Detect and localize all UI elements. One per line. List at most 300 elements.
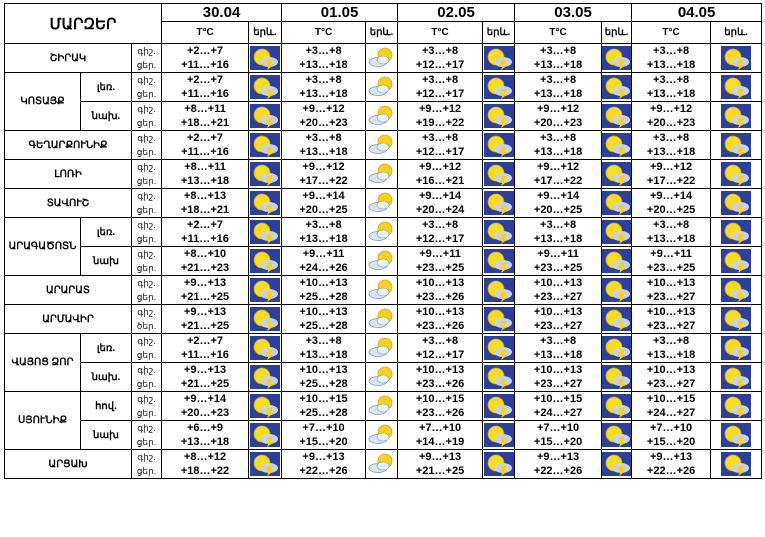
table-row	[5, 131, 762, 160]
night-temp: +2…+7	[186, 219, 224, 231]
night-temp: +9…+12	[302, 103, 345, 115]
weather-cell	[366, 102, 398, 131]
night-label: գիշ.	[137, 452, 156, 462]
day-temp: +25…+28	[299, 378, 348, 390]
subregion-label: նախ.	[81, 102, 132, 131]
temp-cell	[162, 73, 249, 102]
table-row	[5, 44, 762, 73]
day-label: ցեր.	[136, 292, 157, 302]
day-temp: +25…+28	[299, 291, 348, 303]
day-temp: +23…+26	[415, 407, 465, 419]
day-temp: +12…+17	[415, 59, 465, 71]
weather-cell	[483, 218, 515, 247]
temp-cell	[398, 421, 483, 450]
weather-cell	[366, 44, 398, 73]
night-temp: +7…+10	[649, 422, 693, 434]
night-temp: +3…+8	[305, 219, 342, 231]
region-name: ՎԱՅՈՑ ՁՈՐ	[5, 334, 81, 392]
temp-cell	[632, 189, 711, 218]
sun-storm-icon	[602, 278, 632, 302]
sun-storm-icon	[484, 191, 514, 215]
night-temp: +3…+8	[305, 132, 342, 144]
weather-cell	[711, 189, 762, 218]
sun-storm-icon	[602, 191, 632, 215]
temp-cell	[282, 421, 366, 450]
night-temp: +3…+8	[422, 335, 459, 347]
day-temp: +20…+23	[533, 117, 583, 129]
day-temp: +22…+26	[533, 465, 583, 477]
sun-storm-icon	[250, 191, 280, 215]
day-temp: +22…+26	[299, 465, 348, 477]
temp-cell	[398, 450, 483, 479]
weather-cell	[483, 276, 515, 305]
weather-cell	[711, 305, 762, 334]
weather-cell	[366, 247, 398, 276]
sun-storm-icon	[602, 423, 632, 447]
time-labels	[132, 305, 162, 334]
day-temp: +25…+28	[299, 320, 348, 332]
day-temp: +23…+27	[646, 378, 696, 390]
day-temp: +13…+18	[299, 349, 348, 361]
sun-cloud-icon	[367, 162, 397, 186]
night-temp: +3…+8	[540, 132, 577, 144]
temp-col-header: T°C	[398, 22, 483, 44]
day-temp: +21…+25	[415, 465, 465, 477]
temp-cell	[398, 247, 483, 276]
temp-cell	[515, 363, 602, 392]
day-label: ցեր.	[136, 437, 157, 447]
sun-storm-icon	[721, 162, 751, 186]
region-name: ԱՐԱԳԱԾՈՏՆ	[5, 218, 81, 276]
weather-cell	[711, 44, 762, 73]
temp-cell	[515, 218, 602, 247]
day-label: ծեր.	[136, 321, 157, 331]
time-labels	[132, 73, 162, 102]
night-temp: +9…+14	[418, 190, 462, 202]
day-temp: +12…+17	[415, 233, 465, 245]
weather-cell	[483, 160, 515, 189]
weather-cell	[249, 189, 282, 218]
sun-storm-icon	[721, 191, 751, 215]
night-temp: +10…+15	[646, 393, 696, 405]
temp-cell	[632, 276, 711, 305]
sun-cloud-icon	[367, 307, 397, 331]
table-row	[5, 276, 762, 305]
sun-storm-icon	[250, 133, 280, 157]
table-row	[5, 189, 762, 218]
day-temp: +13…+18	[299, 233, 348, 245]
sun-storm-icon	[602, 75, 632, 99]
weather-cell	[602, 218, 632, 247]
night-temp: +9…+13	[183, 306, 227, 318]
night-temp: +9…+11	[650, 248, 692, 260]
day-label: ցեր.	[136, 147, 157, 157]
day-temp: +11…+16	[181, 349, 229, 361]
weather-cell	[483, 73, 515, 102]
time-labels	[132, 421, 162, 450]
night-temp: +3…+8	[540, 219, 577, 231]
weather-cell	[602, 276, 632, 305]
sun-storm-icon	[721, 220, 751, 244]
night-temp: +9…+13	[649, 451, 693, 463]
night-temp: +10…+13	[415, 306, 465, 318]
day-temp: +13…+18	[646, 59, 696, 71]
temp-cell	[398, 334, 483, 363]
night-temp: +2…+7	[186, 335, 224, 347]
day-label: ցեր.	[136, 379, 157, 389]
night-temp: +9…+12	[649, 103, 693, 115]
temp-cell	[632, 73, 711, 102]
night-label: գիշ.	[137, 336, 156, 346]
temp-cell	[515, 392, 602, 421]
night-temp: +10…+15	[415, 393, 465, 405]
weather-cell	[249, 44, 282, 73]
time-labels	[132, 276, 162, 305]
temp-cell	[282, 247, 366, 276]
day-temp: +23…+27	[533, 320, 583, 332]
region-name: ՇԻՐԱԿ	[5, 44, 132, 73]
night-label: գիշ.	[137, 104, 156, 114]
temp-cell	[515, 131, 602, 160]
temp-cell	[515, 73, 602, 102]
night-temp: +10…+13	[299, 364, 348, 376]
weather-cell	[483, 363, 515, 392]
day-temp: +18…+21	[180, 204, 230, 216]
region-name: ԿՈՏԱՅՔ	[5, 73, 81, 131]
sun-storm-icon	[250, 220, 280, 244]
weather-cell	[483, 305, 515, 334]
night-temp: +9…+12	[649, 161, 693, 173]
day-label: ցեր.	[136, 234, 157, 244]
day-temp: +13…+18	[646, 233, 696, 245]
time-labels	[132, 44, 162, 73]
sun-storm-icon	[484, 423, 514, 447]
day-temp: +18…+22	[180, 465, 230, 477]
sun-storm-icon	[250, 46, 280, 70]
temp-cell	[515, 334, 602, 363]
weather-cell	[602, 334, 632, 363]
sun-storm-icon	[602, 394, 632, 418]
night-temp: +9…+12	[418, 161, 462, 173]
sun-cloud-icon	[367, 220, 397, 244]
weather-cell	[711, 450, 762, 479]
day-temp: +23…+27	[646, 291, 696, 303]
night-temp: +3…+8	[422, 219, 459, 231]
weather-cell	[711, 392, 762, 421]
day-temp: +19…+22	[415, 117, 465, 129]
night-temp: +3…+8	[540, 45, 577, 57]
weather-cell	[602, 131, 632, 160]
date-header: 01.05	[282, 4, 398, 22]
sun-storm-icon	[250, 75, 280, 99]
temp-cell	[282, 189, 366, 218]
sun-storm-icon	[721, 249, 751, 273]
sun-storm-icon	[721, 423, 751, 447]
temp-cell	[282, 276, 366, 305]
sun-storm-icon	[250, 452, 280, 476]
night-temp: +10…+13	[415, 364, 465, 376]
subregion-label: նախ	[81, 247, 132, 276]
night-label: գիշ.	[137, 220, 156, 230]
date-header: 30.04	[162, 4, 282, 22]
weather-cell	[249, 131, 282, 160]
night-label: գիշ.	[137, 191, 156, 201]
night-temp: +8…+11	[184, 103, 226, 115]
weather-cell	[483, 44, 515, 73]
weather-cell	[711, 421, 762, 450]
region-name: ՍՅՈՒՆԻՔ	[5, 392, 81, 450]
temp-cell	[632, 160, 711, 189]
time-labels	[132, 189, 162, 218]
day-temp: +23…+27	[646, 320, 696, 332]
weather-cell	[366, 334, 398, 363]
temp-cell	[162, 160, 249, 189]
temp-cell	[632, 363, 711, 392]
weather-cell	[249, 363, 282, 392]
temp-cell	[398, 276, 483, 305]
temp-cell	[515, 421, 602, 450]
day-temp: +13…+18	[299, 59, 348, 71]
night-temp: +3…+8	[653, 45, 690, 57]
day-temp: +20…+23	[180, 407, 230, 419]
temp-cell	[515, 160, 602, 189]
night-label: գիշ.	[137, 75, 156, 85]
sun-storm-icon	[250, 365, 280, 389]
day-temp: +14…+19	[415, 436, 465, 448]
sun-cloud-icon	[367, 133, 397, 157]
sun-storm-icon	[484, 133, 514, 157]
temp-cell	[398, 102, 483, 131]
weather-cell	[249, 305, 282, 334]
sun-storm-icon	[602, 133, 632, 157]
day-temp: +13…+18	[533, 88, 583, 100]
day-temp: +13…+18	[180, 175, 230, 187]
temp-cell	[282, 160, 366, 189]
day-temp: +25…+28	[299, 407, 348, 419]
table-row	[5, 363, 762, 392]
sun-storm-icon	[602, 249, 632, 273]
weather-cell	[711, 160, 762, 189]
night-temp: +9…+12	[302, 161, 345, 173]
weather-cell	[602, 73, 632, 102]
night-label: գիշ.	[137, 423, 156, 433]
temp-cell	[398, 305, 483, 334]
sun-storm-icon	[484, 75, 514, 99]
table-row	[5, 247, 762, 276]
weather-cell	[483, 421, 515, 450]
weather-cell	[366, 305, 398, 334]
sun-storm-icon	[602, 104, 632, 128]
subregion-label: հով.	[81, 392, 132, 421]
weather-cell	[249, 73, 282, 102]
temp-cell	[282, 450, 366, 479]
weather-cell	[602, 392, 632, 421]
day-temp: +23…+27	[533, 378, 583, 390]
sun-storm-icon	[484, 336, 514, 360]
night-temp: +9…+11	[302, 248, 345, 260]
night-temp: +10…+13	[646, 277, 696, 289]
sun-storm-icon	[721, 336, 751, 360]
sun-storm-icon	[602, 46, 632, 70]
sun-cloud-icon	[367, 46, 397, 70]
sun-storm-icon	[484, 452, 514, 476]
sun-storm-icon	[250, 104, 280, 128]
subregion-label: լեռ.	[81, 334, 132, 363]
day-temp: +23…+25	[533, 262, 583, 274]
weather-cell	[602, 102, 632, 131]
weather-cell	[711, 276, 762, 305]
day-temp: +13…+18	[180, 436, 230, 448]
weather-cell	[249, 392, 282, 421]
sun-storm-icon	[484, 307, 514, 331]
night-temp: +10…+13	[533, 277, 583, 289]
table-row	[5, 305, 762, 334]
temp-cell	[398, 392, 483, 421]
night-temp: +7…+10	[302, 422, 345, 434]
night-temp: +9…+13	[536, 451, 580, 463]
time-labels	[132, 131, 162, 160]
time-labels	[132, 392, 162, 421]
night-label: գիշ.	[137, 249, 156, 259]
day-temp: +15…+20	[533, 436, 583, 448]
night-temp: +7…+10	[536, 422, 580, 434]
weather-cell	[483, 189, 515, 218]
weather-cell	[602, 305, 632, 334]
day-temp: +17…+22	[533, 175, 583, 187]
sun-cloud-icon	[367, 423, 397, 447]
night-temp: +9…+14	[183, 393, 227, 405]
day-temp: +13…+18	[533, 349, 583, 361]
day-temp: +23…+26	[415, 320, 465, 332]
temp-cell	[162, 44, 249, 73]
table-row	[5, 73, 762, 102]
weather-cell	[249, 276, 282, 305]
night-temp: +3…+8	[653, 74, 690, 86]
day-temp: +20…+25	[299, 204, 348, 216]
weather-cell	[366, 189, 398, 218]
weather-col-header: երև.	[366, 22, 398, 44]
night-temp: +9…+12	[536, 161, 580, 173]
weather-cell	[711, 102, 762, 131]
time-labels	[132, 218, 162, 247]
night-temp: +10…+15	[533, 393, 583, 405]
temp-cell	[282, 334, 366, 363]
temp-cell	[162, 102, 249, 131]
sun-storm-icon	[484, 394, 514, 418]
weather-cell	[602, 160, 632, 189]
day-temp: +17…+22	[646, 175, 696, 187]
weather-col-header: երև.	[483, 22, 515, 44]
temp-cell	[398, 44, 483, 73]
day-temp: +23…+25	[415, 262, 465, 274]
night-temp: +10…+13	[646, 364, 696, 376]
night-temp: +9…+11	[419, 248, 461, 260]
day-temp: +11…+16	[181, 233, 229, 245]
temp-cell	[515, 189, 602, 218]
sun-storm-icon	[250, 394, 280, 418]
night-temp: +9…+14	[302, 190, 345, 202]
weather-cell	[366, 160, 398, 189]
weather-cell	[249, 247, 282, 276]
day-temp: +15…+20	[646, 436, 696, 448]
night-label: գիշ.	[137, 307, 156, 317]
temp-cell	[282, 218, 366, 247]
temp-cell	[282, 131, 366, 160]
temp-col-header: T°C	[162, 22, 249, 44]
weather-cell	[483, 131, 515, 160]
day-temp: +22…+26	[646, 465, 696, 477]
weather-cell	[366, 421, 398, 450]
temp-cell	[515, 247, 602, 276]
night-temp: +3…+8	[653, 219, 690, 231]
table-row	[5, 334, 762, 363]
weather-cell	[711, 363, 762, 392]
sun-storm-icon	[721, 452, 751, 476]
day-temp: +21…+25	[180, 291, 230, 303]
time-labels	[132, 334, 162, 363]
region-name: ԱՐԱՐԱՏ	[5, 276, 132, 305]
night-temp: +9…+13	[302, 451, 345, 463]
weather-cell	[366, 450, 398, 479]
day-temp: +11…+16	[181, 146, 229, 158]
sun-cloud-icon	[367, 75, 397, 99]
day-label: ցեր.	[136, 89, 157, 99]
temp-cell	[515, 450, 602, 479]
temp-cell	[162, 189, 249, 218]
sun-storm-icon	[484, 46, 514, 70]
subregion-label: լեռ.	[81, 218, 132, 247]
sun-storm-icon	[721, 278, 751, 302]
day-temp: +13…+18	[299, 146, 348, 158]
night-temp: +3…+8	[540, 74, 577, 86]
date-header: 03.05	[515, 4, 632, 22]
sun-storm-icon	[602, 220, 632, 244]
weather-col-header: երև.	[602, 22, 632, 44]
night-temp: +8…+12	[183, 451, 227, 463]
day-temp: +21…+25	[180, 320, 230, 332]
weather-cell	[249, 421, 282, 450]
temp-cell	[632, 450, 711, 479]
temp-cell	[162, 305, 249, 334]
night-temp: +6…+9	[186, 422, 224, 434]
day-temp: +23…+26	[415, 291, 465, 303]
temp-cell	[632, 218, 711, 247]
time-labels	[132, 102, 162, 131]
sun-storm-icon	[602, 452, 632, 476]
day-label: ցեր.	[136, 408, 157, 418]
night-temp: +2…+7	[186, 132, 224, 144]
sun-storm-icon	[602, 307, 632, 331]
day-label: ցեր.	[136, 118, 157, 128]
sun-storm-icon	[721, 133, 751, 157]
night-temp: +10…+15	[299, 393, 348, 405]
weather-cell	[602, 44, 632, 73]
sun-storm-icon	[250, 307, 280, 331]
sun-storm-icon	[484, 365, 514, 389]
weather-cell	[711, 73, 762, 102]
table-row	[5, 160, 762, 189]
day-temp: +12…+17	[415, 349, 465, 361]
temp-cell	[515, 276, 602, 305]
night-temp: +3…+8	[305, 45, 342, 57]
temp-cell	[515, 44, 602, 73]
subregion-label: նախ.	[81, 363, 132, 392]
day-temp: +18…+21	[180, 117, 230, 129]
day-temp: +23…+26	[415, 378, 465, 390]
day-temp: +12…+17	[415, 88, 465, 100]
weather-cell	[602, 189, 632, 218]
region-name: ԳԵՂԱՐՔՈՒՆԻՔ	[5, 131, 132, 160]
